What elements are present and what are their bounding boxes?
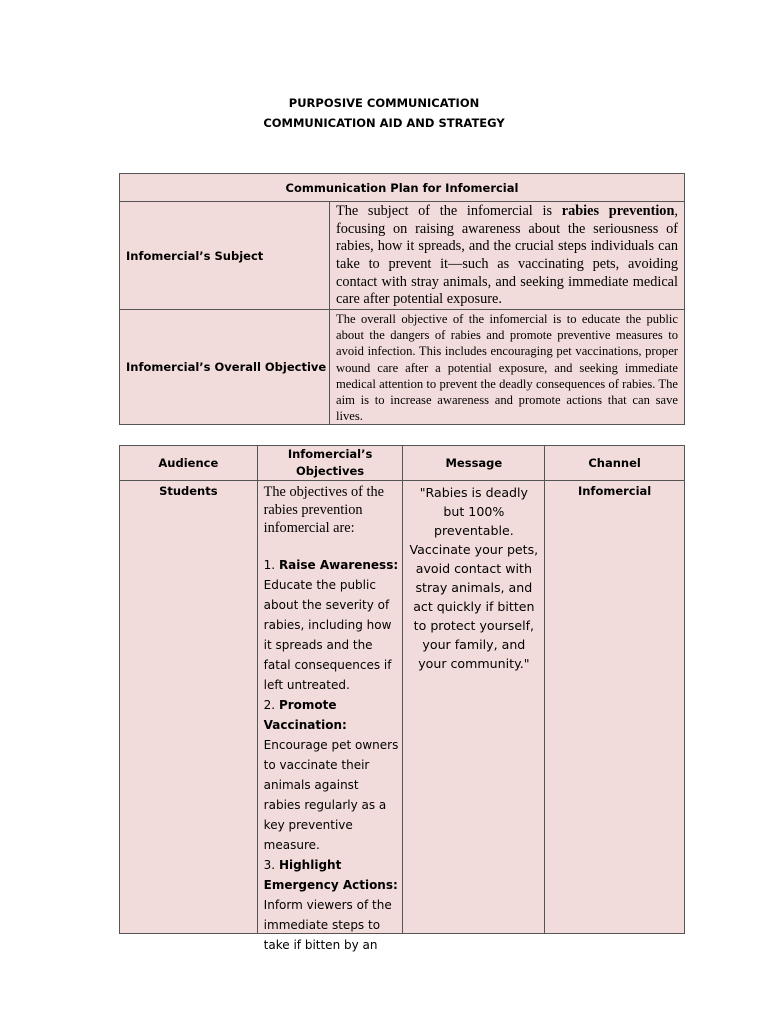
table-row	[120, 481, 685, 934]
channel-cell: Infomercial	[545, 481, 685, 934]
objective-label: Infomercial’s Overall Objective	[120, 310, 330, 425]
subject-keyword: rabies prevention	[561, 203, 675, 220]
subject-text: The subject of the infomercial is rabies prevention, focusing on raising awareness about the seriousness of rabies, how it spreads, and the crucial steps individuals can take to prevent it—such as vaccinating pets, avoiding contact with stray animals, and seeking immediate medical care after potential exposure.	[330, 202, 685, 310]
list-item: 1. Raise Awareness: Educate the public about the severity of rabies, including how it spreads and the fatal consequences if left untreated.	[263, 558, 399, 692]
document-title: COMMUNICATION AID AND STRATEGY	[263, 116, 505, 130]
header-channel: Channel	[545, 446, 685, 481]
header-objectives: Infomercial’s Objectives	[257, 446, 403, 481]
course-title: PURPOSIVE COMMUNICATION	[288, 96, 480, 110]
audience-cell: Students	[120, 481, 258, 934]
objectives-cell	[257, 481, 403, 952]
list-item: 2. Promote Vaccination: Encourage pet owners to vaccinate their animals against rabies regularly as a key preventive measure.	[263, 698, 399, 852]
list-item: 3. Highlight Emergency Actions: Inform viewers of the immediate steps to take if bitten by an	[263, 858, 398, 952]
plan-table-title: Communication Plan for Infomercial	[120, 174, 685, 202]
objective-text: The overall objective of the infomercial is to educate the public about the dangers of rabies and promote preventive measures to avoid infection. This includes encouraging pet vaccinations, proper wound care after a potential exposure, and seeking immediate medical attention to prevent the deadly consequences of rabies. The aim is to increase awareness and promote actions that can save lives.	[330, 310, 685, 425]
message-cell: "Rabies is deadly but 100% preventable. Vaccinate your pets, avoid contact with stray animals, and act quickly if bitten to protect yourself, your family, and your community."	[403, 481, 545, 934]
objectives-list	[264, 555, 399, 955]
subject-label: Infomercial’s Subject	[120, 202, 330, 310]
document-header	[0, 93, 768, 133]
communication-plan-table	[119, 173, 685, 425]
audience-table	[119, 445, 685, 952]
audience-table-header	[120, 446, 685, 481]
objectives-intro: The objectives of the rabies prevention infomercial are:	[263, 484, 384, 536]
header-message: Message	[403, 446, 545, 481]
header-audience: Audience	[120, 446, 258, 481]
